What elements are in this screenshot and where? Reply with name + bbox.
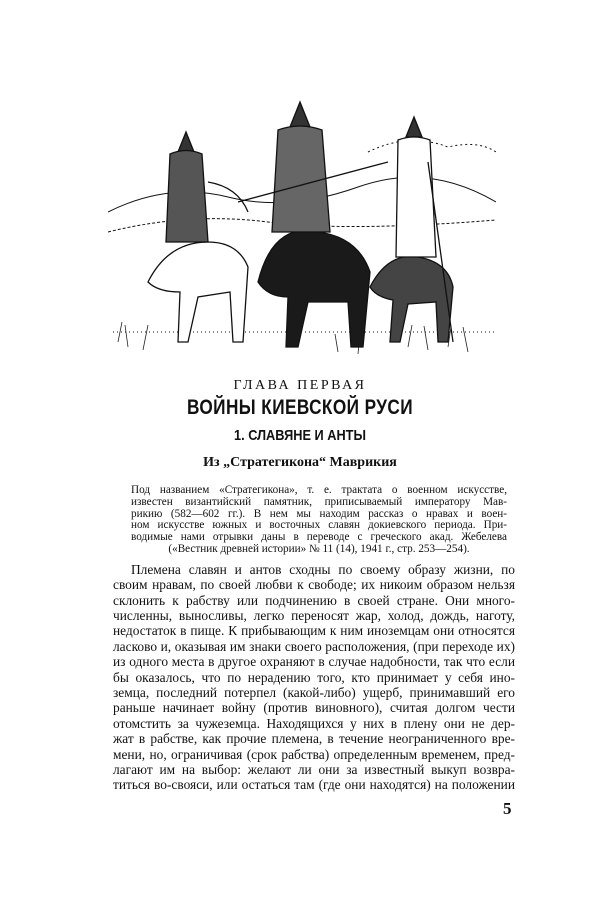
intro-line: Под названием «Стратегикона», т. е. трактата о военном искусстве, <box>131 484 507 496</box>
body-line: своим нравам, по своей любви к свободе; их никоим образом нельзя <box>113 577 515 593</box>
body-line: отомстить за чужеземца. Находящихся у них в плену они не дер- <box>113 715 515 731</box>
body-line: бы оказалось, что по нерадению того, кто принимает у себя ино- <box>113 669 515 685</box>
section-title: 1. СЛАВЯНЕ И АНТЫ <box>234 427 366 444</box>
chapter-label: ГЛАВА ПЕРВАЯ <box>233 378 367 393</box>
intro-line: ном искусстве южных и восточных славян докиевского периода. При- <box>131 519 507 532</box>
intro-line: известен византийский памятник, приписываемый императору Мав- <box>131 495 507 508</box>
body-line: жат в рабстве, как прочие племена, в течение неограниченного вре- <box>113 731 515 747</box>
body-line: из одного места в другое охраняют в случае надобности, так что если <box>113 654 515 670</box>
page-number: 5 <box>503 798 512 818</box>
body-line: ласково и, оказывая им знаки своего расположения, (при переходе их) <box>113 638 515 654</box>
body-line: мени, но, ограничивая (срок рабства) определенным временем, пред- <box>113 746 515 762</box>
body-line: лагают им на выбор: желают ли они за известный выкуп возвра- <box>113 762 515 778</box>
body-line: раньше начинает войну (против виновного), считая долгом чести <box>113 700 515 716</box>
bogatyrs-illustration <box>108 92 496 364</box>
page-text <box>0 485 600 819</box>
body-line: титься во-свояси, или остаться там (где они находятся) на положении <box>113 777 515 793</box>
intro-line: водимые нами отрывки даны в переводе с греческого акад. Жебелева <box>131 531 507 544</box>
intro-line: («Вестник древней истории» № 11 (14), 1941 г., стр. 253—254). <box>168 542 470 555</box>
body-text <box>113 562 515 793</box>
body-line: земца, последний потерпел (какой-либо) ущерб, принимавший его <box>113 685 515 701</box>
intro-line: рикию (582—602 гг.). В нем мы находим рассказ о нравах и воен- <box>131 507 507 520</box>
intro-note <box>131 485 507 556</box>
body-line: склонить к рабству или подчинению в своей стране. Они много- <box>113 592 515 608</box>
source-title: Из „Стратегикона“ Маврикия <box>203 455 397 470</box>
body-line: Племена славян и антов сходны по своему образу жизни, по <box>131 561 515 577</box>
chapter-title: ВОЙНЫ КИЕВСКОЙ РУСИ <box>186 396 414 419</box>
body-line: численны, выносливы, легко переносят жар, холод, дождь, наготу, <box>113 608 515 623</box>
body-line: недостаток в пище. К прибывающим к ним иноземцам они относятся <box>113 623 515 639</box>
chapter-heading <box>0 377 600 472</box>
